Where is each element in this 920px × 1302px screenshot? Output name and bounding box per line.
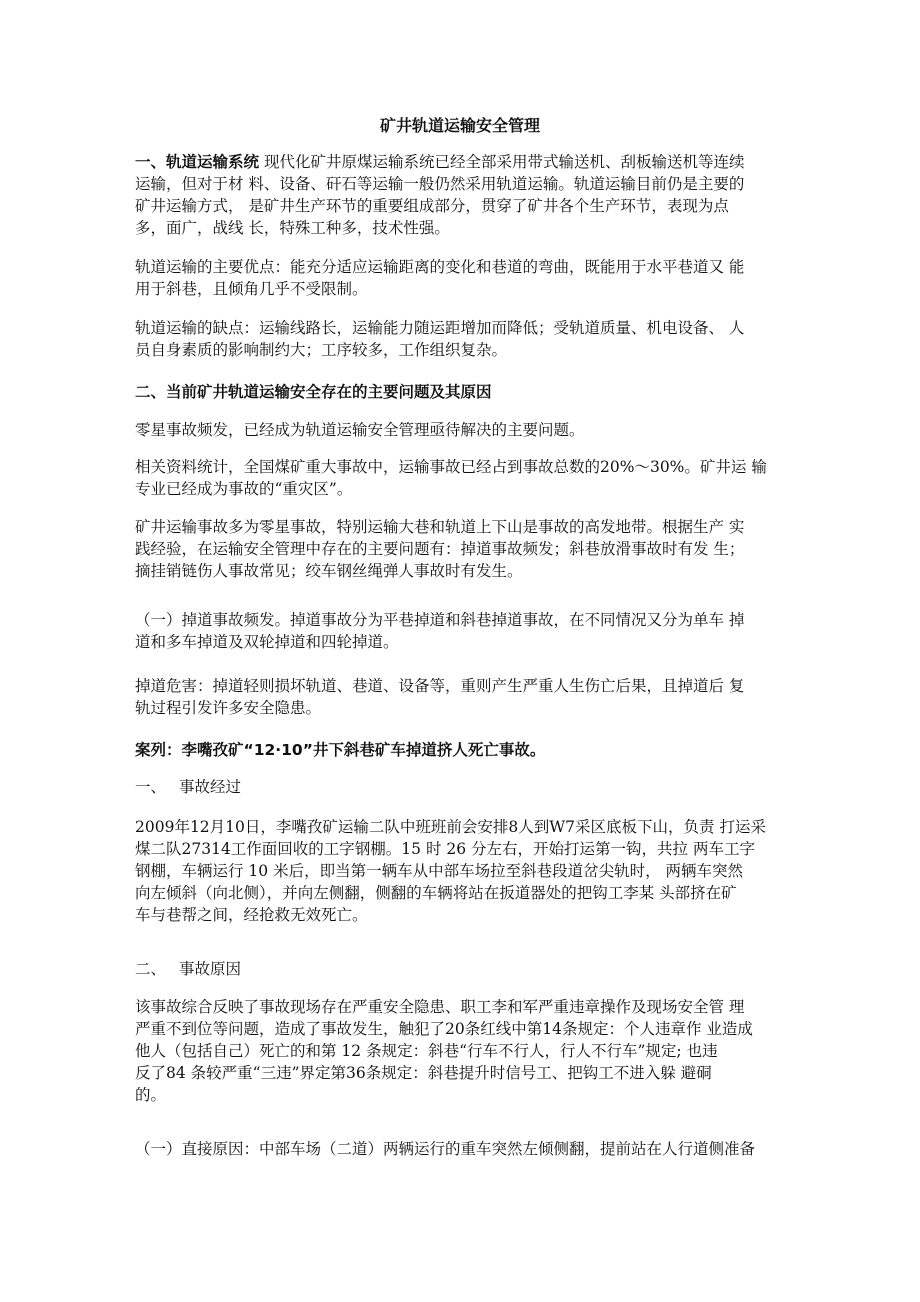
section-1-paragraph — [135, 151, 795, 239]
text-line: 员自身素质的影响制约大；工序较多，工作组织复杂。 — [135, 341, 508, 359]
derailment-paragraph — [135, 609, 795, 653]
text-line: 他人（包括自己）死亡的和第 12 条规定：斜巷“行车不行人，行人不行车”规定; 也违 — [135, 1042, 718, 1060]
text-line: 专业已经成为事故的“重灾区”。 — [135, 480, 353, 498]
text-line: 向左倾斜（向北侧），并向左侧翻，侧翻的车辆将站在扳道器处的把钩工李某 头部挤在矿 — [135, 884, 737, 902]
page-title: 矿井轨道运输安全管理 — [379, 116, 540, 135]
text-line: 相关资料统计，全国煤矿重大事故中，运输事故已经占到事故总数的20%〜30%。矿井运 输 — [135, 458, 767, 476]
hazard-paragraph — [135, 675, 795, 719]
event-paragraph — [135, 816, 795, 926]
text-line: 2009年12月10日，李嘴孜矿运输二队中班班前会安排8人到W7采区底板下山，负责 打运采 — [135, 818, 766, 836]
text-line: （一）掉道事故频发。掉道事故分为平巷掉道和斜巷掉道事故，在不同情况又分为单车 掉 — [135, 611, 745, 629]
text-line: 道和多车掉道及双轮掉道和四轮掉道。 — [135, 633, 399, 651]
text-line: 严重不到位等问题，造成了事故发生，触犯了20条红线中第14条规定：个人违章作 业造成 — [135, 1020, 753, 1038]
text-line: 反了84 条较严重“三违”界定第36条规定：斜巷提升时信号工、把钩工不进入躲 避硐 — [135, 1064, 712, 1082]
text-line: 钢棚，车辆运行 10 米后，即当第一辆车从中部车场拉至斜巷段道岔尖轨时， 两辆车突然 — [135, 862, 744, 880]
subsection-number: 一、 — [135, 778, 167, 796]
text-line: 轨道运输的主要优点：能充分适应运输距离的变化和巷道的弯曲，既能用于水平巷道又 能 — [135, 258, 745, 276]
subsection-label: 事故原因 — [179, 960, 242, 978]
text-line: 一、轨道运输系统 现代化矿井原煤运输系统已经全部采用带式输送机、刮板输送机等连续 — [135, 153, 745, 171]
text-line: 的。 — [135, 1086, 167, 1104]
subsection-2-heading — [135, 958, 795, 980]
text-line: （一）直接原因：中部车场（二道）两辆运行的重车突然左倾侧翻，提前站在人行道侧准备 — [135, 1140, 756, 1158]
text-line: 摘挂销链伤人事故常见；绞车钢丝绳弹人事故时有发生。 — [135, 562, 523, 580]
subsection-label: 事故经过 — [179, 778, 242, 796]
subsection-number: 二、 — [135, 960, 167, 978]
text-line: 该事故综合反映了事故现场存在严重安全隐患、职工李和军严重违章操作及现场安全管 理 — [135, 998, 745, 1016]
text-line: 煤二队27314工作面回收的工字钢棚。15 时 26 分左右，开始打运第一钩，共拉 两车工字 — [135, 840, 755, 858]
section-2-heading: 二、当前矿井轨道运输安全存在的主要问题及其原因 — [135, 383, 492, 401]
subsection-1-heading — [135, 776, 795, 798]
scattered-accidents-paragraph — [135, 516, 795, 582]
advantages-paragraph — [135, 256, 795, 300]
text-line: 用于斜巷，且倾角几乎不受限制。 — [135, 280, 368, 298]
text-line: 车与巷帮之间，经抢救无效死亡。 — [135, 906, 368, 924]
statistics-paragraph — [135, 456, 795, 500]
text-line: 轨道运输的缺点：运输线路长，运输能力随运距增加而降低；受轨道质量、机电设备、 人 — [135, 319, 745, 337]
frequent-accidents-paragraph — [135, 419, 795, 441]
text-line: 零星事故频发，已经成为轨道运输安全管理亟待解决的主要问题。 — [135, 421, 585, 439]
text-line: 运输，但对于材 料、设备、矸石等运输一般仍然采用轨道运输。轨道运输目前仍是主要的 — [135, 175, 745, 193]
text-line: 多，面广，战线 长，特殊工种多，技术性强。 — [135, 219, 450, 237]
section-1-heading: 一、轨道运输系统 — [135, 153, 260, 171]
text-line: 践经验，在运输安全管理中存在的主要问题有：掉道事故频发；斜巷放滑事故时有发 生； — [135, 540, 745, 558]
text-line: 轨过程引发许多安全隐患。 — [135, 699, 322, 717]
cause-paragraph — [135, 996, 795, 1106]
text-line: 矿井运输事故多为零星事故，特别运输大巷和轨道上下山是事故的高发地带。根据生产 实 — [135, 518, 745, 536]
direct-cause-paragraph — [135, 1138, 795, 1160]
case-title: 案列：李嘴孜矿“12·10”井下斜巷矿车掉道挤人死亡事故。 — [135, 741, 546, 759]
disadvantages-paragraph — [135, 317, 795, 361]
text-line: 掉道危害：掉道轻则损坏轨道、巷道、设备等，重则产生严重人生伤亡后果，且掉道后 复 — [135, 677, 745, 695]
text-line: 矿井运输方式， 是矿井生产环节的重要组成部分，贯穿了矿井各个生产环节，表现为点 — [135, 197, 729, 215]
